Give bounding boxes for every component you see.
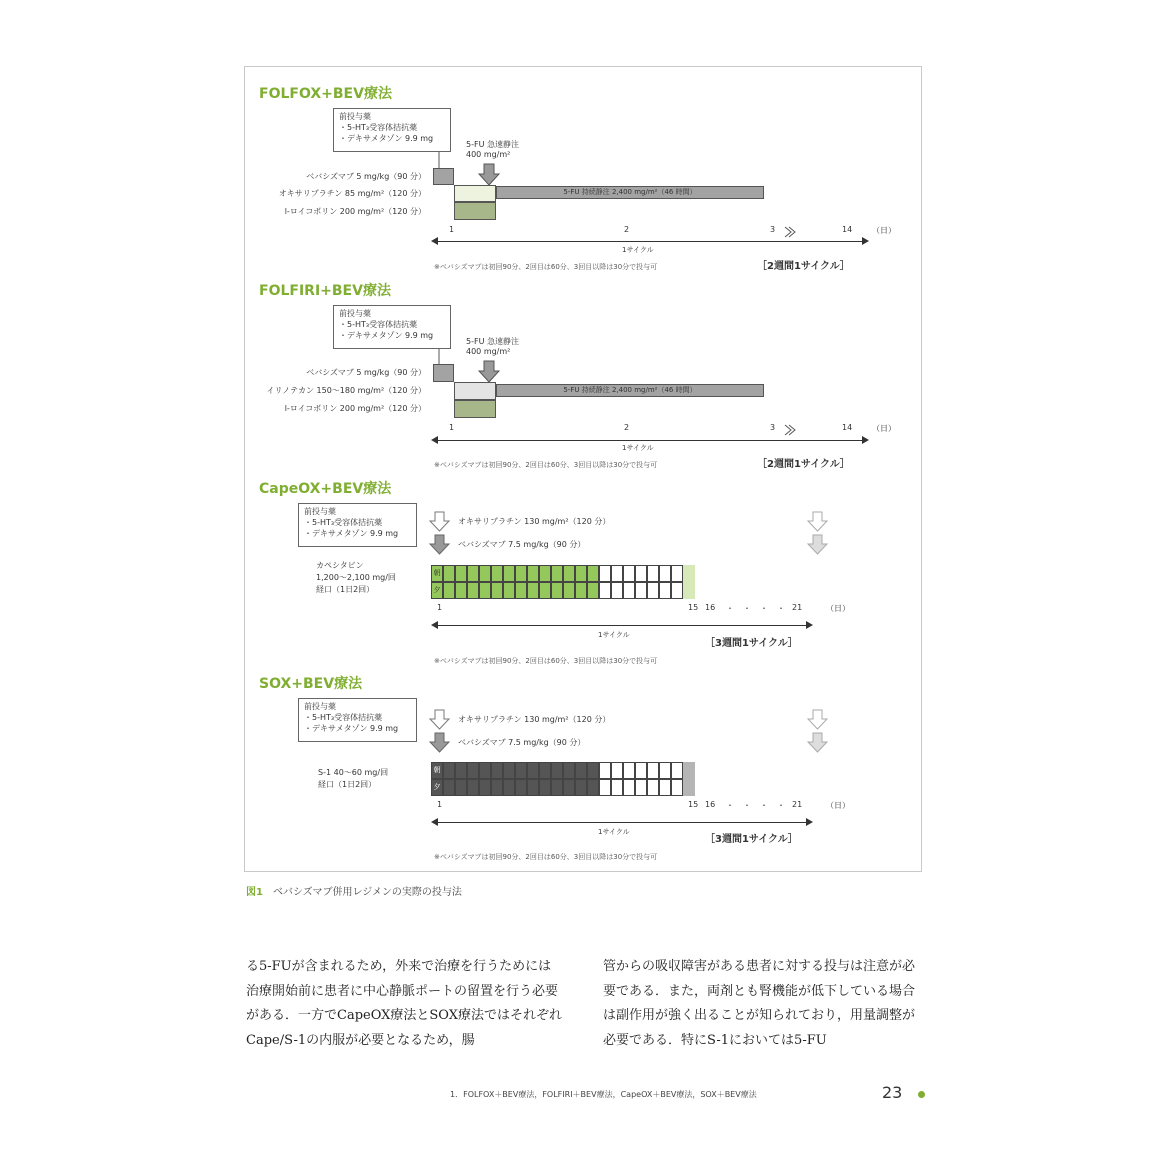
dose-cell (503, 779, 515, 796)
leucovorin-infusion-block (454, 400, 496, 418)
tick-unit: （日） (826, 604, 850, 613)
bolus-arrow-icon (478, 361, 500, 383)
dose-cell (443, 779, 455, 796)
rest-cell (647, 762, 659, 779)
dose-cell (503, 762, 515, 779)
tick-dot: ・ (760, 604, 768, 613)
cycle-text: 1サイクル (622, 444, 654, 452)
dose-cell: 朝 (431, 565, 443, 582)
next-cycle-cell (683, 565, 695, 582)
bev-note: ※ベバシズマブは初回90分、2回目は60分、3回目以降は30分で投与可 (434, 853, 658, 861)
rest-cell (647, 565, 659, 582)
dose-cell (443, 565, 455, 582)
tick-unit: （日） (872, 226, 896, 235)
5fu-continuous-bar: 5-FU 持続静注 2,400 mg/m²（46 時間） (496, 384, 764, 397)
rest-cell (623, 779, 635, 796)
dosing-calendar-grid (431, 565, 695, 599)
tick-day-3: 3 (770, 225, 776, 234)
tick-day-21: 21 (792, 800, 803, 809)
dose-cell (455, 565, 467, 582)
tick-dot: ・ (743, 604, 751, 613)
dose-cell (539, 565, 551, 582)
premed-box: 前投与薬 ・5-HT₃受容体拮抗薬 ・デキサメタゾン 9.9 mg (298, 503, 417, 547)
tick-day-2: 2 (624, 225, 630, 234)
dose-cell (491, 582, 503, 599)
dose-cell (515, 565, 527, 582)
tick-day-1: 1 (437, 800, 443, 809)
dose-cell (551, 762, 563, 779)
cycle-text: 1サイクル (598, 828, 630, 836)
dose-cell (551, 565, 563, 582)
tick-day-1: 1 (449, 225, 455, 234)
tick-day-1: 1 (437, 603, 443, 612)
drug-label-leucovorin: l-ロイコボリン 200 mg/m²（120 分） (284, 404, 426, 413)
oral-drug-label: カペシタビン 1,200～2,100 mg/回 経口（1日2回） (316, 561, 396, 594)
calendar-row-evening (431, 582, 695, 599)
premed-pointer (438, 349, 439, 365)
dose-cell (527, 762, 539, 779)
tick-unit: （日） (826, 801, 850, 810)
dose-cell (455, 779, 467, 796)
premed-box: 前投与薬 ・5-HT₃受容体拮抗薬 ・デキサメタゾン 9.9 mg (333, 108, 451, 152)
tick-dot: ・ (726, 604, 734, 613)
dose-cell (551, 779, 563, 796)
dose-cell (455, 582, 467, 599)
section-title-folfox: FOLFOX+BEV療法 (259, 86, 392, 102)
premed-pointer (438, 152, 439, 168)
tick-day-1: 1 (449, 423, 455, 432)
oxaliplatin-arrow-icon (430, 512, 450, 532)
cycle-text: 1サイクル (598, 631, 630, 639)
tick-dot: ・ (777, 604, 785, 613)
tick-dot: ・ (726, 801, 734, 810)
tick-day-2: 2 (624, 423, 630, 432)
dose-cell (503, 582, 515, 599)
cycle-text: 1サイクル (622, 246, 654, 254)
dose-cell (527, 779, 539, 796)
drug-label-leucovorin: l-ロイコボリン 200 mg/m²（120 分） (284, 207, 426, 216)
tick-unit: （日） (872, 424, 896, 433)
dose-cell (539, 779, 551, 796)
tick-dot: ・ (777, 801, 785, 810)
figure-caption (246, 883, 462, 898)
cycle-axis-arrowheads-icon (431, 621, 813, 630)
rest-cell (599, 565, 611, 582)
section-title-capeox: CapeOX+BEV療法 (259, 481, 392, 497)
rest-cell (611, 779, 623, 796)
leucovorin-infusion-block (454, 202, 496, 220)
dose-cell (575, 582, 587, 599)
rest-cell (611, 762, 623, 779)
oxaliplatin-infusion-block (454, 185, 496, 202)
premed-box: 前投与薬 ・5-HT₃受容体拮抗薬 ・デキサメタゾン 9.9 mg (333, 305, 451, 349)
rest-cell (671, 565, 683, 582)
tick-day-15: 15 (688, 800, 699, 809)
dose-cell (479, 582, 491, 599)
cycle-length-label: ［2週間1サイクル］ (757, 261, 850, 272)
drug-label-bev: ベバシズマブ 5 mg/kg（90 分） (306, 368, 426, 377)
bev-note: ※ベバシズマブは初回90分、2回目は60分、3回目以降は30分で投与可 (434, 263, 658, 271)
next-oxaliplatin-arrow-icon (808, 512, 828, 532)
tick-day-3: 3 (770, 423, 776, 432)
rest-cell (659, 582, 671, 599)
dose-cell (503, 565, 515, 582)
dose-cell (479, 762, 491, 779)
dose-cell (563, 762, 575, 779)
rest-cell (635, 582, 647, 599)
dose-cell (467, 582, 479, 599)
bev-arrow-icon (430, 535, 450, 555)
cycle-axis-arrowheads-icon (431, 818, 813, 827)
oral-drug-label: S-1 40～60 mg/回 経口（1日2回） (318, 768, 389, 789)
rest-cell (647, 582, 659, 599)
dose-cell (467, 565, 479, 582)
bolus-label: 5-FU 急速静注 400 mg/m² (466, 140, 519, 159)
calendar-row-morning (431, 762, 695, 779)
body-text-left-column: る5-FUが含まれるため，外来で治療を行うためには治療開始前に患者に中心静脈ポートの留置を行う必要がある．一方でCapeOX療法とSOX療法ではそれぞれCape/S-1の内服が必要となるため，腸 (246, 959, 562, 1048)
section-title-folfiri: FOLFIRI+BEV療法 (259, 283, 391, 299)
drug-label-bev: ベバシズマブ 5 mg/kg（90 分） (306, 172, 426, 181)
dose-cell (491, 762, 503, 779)
rest-cell (671, 582, 683, 599)
rest-cell (659, 565, 671, 582)
figure-number: 図1 (246, 887, 263, 898)
next-cycle-cell (683, 582, 695, 599)
next-cycle-cell (683, 779, 695, 796)
5fu-continuous-bar: 5-FU 持続静注 2,400 mg/m²（46 時間） (496, 186, 764, 199)
dose-cell (443, 762, 455, 779)
dose-cell (467, 762, 479, 779)
bev-infusion-block (433, 168, 454, 185)
oxaliplatin-arrow-icon (430, 710, 450, 730)
page-dot-icon (918, 1091, 925, 1098)
dose-cell (587, 582, 599, 599)
dose-cell (587, 762, 599, 779)
rest-cell (599, 582, 611, 599)
next-bev-arrow-icon (808, 733, 828, 753)
dose-cell: 夕 (431, 582, 443, 599)
dose-cell (479, 779, 491, 796)
dose-cell (467, 779, 479, 796)
rest-cell (611, 565, 623, 582)
drug-label-oxaliplatin: オキサリプラチン 85 mg/m²（120 分） (278, 189, 426, 198)
rest-cell (659, 762, 671, 779)
page-number: 23 (882, 1083, 903, 1102)
body-text-right-column: 管からの吸収障害がある患者に対する投与は注意が必要である．また，両剤とも腎機能が低下している場合は副作用が強く出ることが知られており，用量調整が必要である．特にS-1においては5-FU (603, 959, 916, 1048)
next-cycle-cell (683, 762, 695, 779)
dose-cell (563, 779, 575, 796)
dose-cell (575, 762, 587, 779)
next-oxaliplatin-arrow-icon (808, 710, 828, 730)
cycle-length-label: ［2週間1サイクル］ (757, 459, 850, 470)
next-bev-arrow-icon (808, 535, 828, 555)
dose-cell (527, 565, 539, 582)
drug-label-irinotecan: イリノテカン 150～180 mg/m²（120 分） (266, 386, 426, 395)
tick-day-16: 16 (705, 800, 716, 809)
dose-cell (455, 762, 467, 779)
dose-cell: 夕 (431, 779, 443, 796)
bev-note: ※ベバシズマブは初回90分、2回目は60分、3回目以降は30分で投与可 (434, 461, 658, 469)
rest-cell (647, 779, 659, 796)
bolus-arrow-icon (478, 164, 500, 186)
dose-cell (443, 582, 455, 599)
drug-label-oxaliplatin: オキサリプラチン 130 mg/m²（120 分） (458, 517, 611, 526)
rest-cell (599, 762, 611, 779)
tick-day-14: 14 (842, 423, 853, 432)
irinotecan-infusion-block (454, 382, 496, 400)
dose-cell (563, 582, 575, 599)
rest-cell (611, 582, 623, 599)
drug-label-bev: ベバシズマブ 7.5 mg/kg（90 分） (458, 738, 586, 747)
dose-cell (551, 582, 563, 599)
dose-cell (527, 582, 539, 599)
dose-cell (491, 779, 503, 796)
tick-day-16: 16 (705, 603, 716, 612)
tick-dot: ・ (760, 801, 768, 810)
bev-note: ※ベバシズマブは初回90分、2回目は60分、3回目以降は30分で投与可 (434, 657, 658, 665)
rest-cell (623, 582, 635, 599)
rest-cell (599, 779, 611, 796)
tick-day-14: 14 (842, 225, 853, 234)
dose-cell (539, 762, 551, 779)
tick-day-15: 15 (688, 603, 699, 612)
cycle-length-label: ［3週間1サイクル］ (705, 638, 798, 649)
section-title-sox: SOX+BEV療法 (259, 676, 363, 692)
dose-cell (515, 582, 527, 599)
rest-cell (623, 565, 635, 582)
dose-cell (539, 582, 551, 599)
dosing-calendar-grid (431, 762, 695, 796)
rest-cell (623, 762, 635, 779)
calendar-row-evening (431, 779, 695, 796)
dose-cell (587, 565, 599, 582)
bolus-label: 5-FU 急速静注 400 mg/m² (466, 337, 519, 356)
dose-cell (491, 565, 503, 582)
tick-dot: ・ (743, 801, 751, 810)
premed-box: 前投与薬 ・5-HT₃受容体拮抗薬 ・デキサメタゾン 9.9 mg (298, 698, 417, 742)
rest-cell (671, 779, 683, 796)
dose-cell (515, 762, 527, 779)
dose-cell (575, 779, 587, 796)
bev-infusion-block (433, 364, 454, 382)
rest-cell (659, 779, 671, 796)
tick-day-21: 21 (792, 603, 803, 612)
rest-cell (635, 762, 647, 779)
dose-cell (515, 779, 527, 796)
dose-cell (563, 565, 575, 582)
cycle-length-label: ［3週間1サイクル］ (705, 834, 798, 845)
figure-caption-text: ベバシズマブ併用レジメンの実際の投与法 (272, 887, 462, 898)
rest-cell (671, 762, 683, 779)
drug-label-oxaliplatin: オキサリプラチン 130 mg/m²（120 分） (458, 715, 611, 724)
drug-label-bev: ベバシズマブ 7.5 mg/kg（90 分） (458, 540, 586, 549)
running-title: 1．FOLFOX＋BEV療法，FOLFIRI＋BEV療法，CapeOX＋BEV療法，SOX＋BEV療法 (450, 1090, 757, 1099)
calendar-row-morning (431, 565, 695, 582)
bev-arrow-icon (430, 733, 450, 753)
dose-cell (587, 779, 599, 796)
rest-cell (635, 565, 647, 582)
dose-cell (479, 565, 491, 582)
dose-cell: 朝 (431, 762, 443, 779)
rest-cell (635, 779, 647, 796)
dose-cell (575, 565, 587, 582)
